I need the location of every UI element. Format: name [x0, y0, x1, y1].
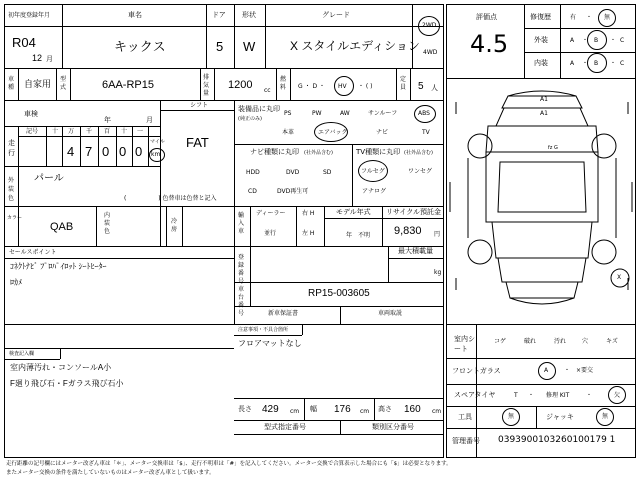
shift-label: シフト	[190, 102, 209, 109]
repair-opt: 有	[570, 14, 577, 21]
navi-sub: (社外品含む)	[304, 150, 333, 156]
score-value: 4.5	[470, 30, 509, 58]
digit-header: 十	[52, 128, 59, 135]
equip-pw: PW	[312, 110, 322, 117]
height-label: 高さ	[378, 405, 392, 413]
equipment-label: 装備品に丸印	[238, 105, 280, 113]
max-load-label: 最大積載量	[398, 247, 433, 255]
div-v	[56, 68, 57, 100]
div-v	[206, 4, 207, 68]
spare-opt: ・	[528, 392, 535, 399]
spare-opt: T	[514, 392, 518, 399]
repair-opt: 無	[604, 14, 611, 21]
row-line	[234, 306, 444, 307]
reg-year: R04	[12, 35, 36, 50]
equip-navi: ナビ	[376, 129, 389, 136]
displacement-unit: cc	[264, 87, 271, 94]
row-line	[446, 428, 636, 429]
color-code: QAB	[50, 221, 74, 233]
mileage-label: 走行	[8, 139, 15, 157]
mileage-digit: 0	[119, 144, 127, 159]
div-v	[250, 206, 251, 246]
digit-header: 一	[137, 128, 144, 135]
shift: FAT	[186, 135, 209, 150]
row-line	[234, 434, 444, 435]
equip-airbag: エアバック	[318, 129, 348, 136]
div-v	[98, 126, 99, 166]
drive: 2WD	[422, 22, 437, 29]
month-unit: 月	[46, 55, 53, 63]
km-label: km	[151, 151, 161, 158]
equip-leather: 本革	[282, 129, 295, 136]
selling-line2: ﾛｶﾒ	[10, 278, 22, 287]
row-line	[4, 246, 234, 247]
tools-label: 工具	[458, 413, 472, 421]
fuel-selected: HV	[338, 83, 347, 90]
digit-header: 記号	[26, 128, 39, 135]
type-label: 型式	[60, 76, 67, 91]
right-hand: 右 H	[302, 210, 315, 217]
row-line	[4, 206, 234, 207]
mileage-digit: 0	[135, 144, 143, 159]
int-opt: B	[594, 60, 599, 67]
chassis-number: RP15-003605	[308, 288, 370, 299]
row-line	[446, 358, 636, 359]
navi-sd: SD	[323, 169, 332, 176]
cooling-label: 冷房	[171, 218, 178, 233]
warranty-label: 新車保証書	[268, 310, 299, 317]
mark-side: X	[617, 274, 622, 281]
div-v	[160, 100, 161, 246]
div-v	[352, 144, 353, 206]
div-v	[524, 4, 525, 78]
row-line	[446, 406, 636, 407]
div-v	[166, 206, 167, 246]
shape: W	[243, 39, 256, 54]
ext-opt: B	[594, 37, 599, 44]
glass-opt: ・	[564, 367, 571, 374]
div-v	[290, 68, 291, 100]
type: 6AA-RP15	[102, 79, 154, 91]
tv-analog: アナログ	[362, 188, 387, 195]
mile-label: マイル	[150, 139, 165, 145]
div-v	[304, 398, 305, 420]
fuel-label: 燃料	[280, 76, 287, 91]
model-year-label: モデル年式	[336, 208, 371, 216]
div-v	[18, 68, 19, 100]
width-unit: cm	[360, 408, 370, 415]
div-v	[214, 68, 215, 100]
row1-header-line	[4, 26, 444, 27]
glass-opt: A	[544, 367, 549, 374]
row-line	[234, 282, 444, 283]
digit-header: 千	[86, 128, 93, 135]
shape-label: 形状	[242, 11, 256, 19]
div-v	[18, 126, 19, 166]
equip-aw: AW	[340, 110, 350, 117]
displacement: 1200	[228, 79, 253, 91]
inspector-line2: F廻り飛び石・Fガラス飛び石小	[10, 379, 124, 388]
class-label: 類別区分番号	[372, 423, 414, 431]
length-label: 長さ	[238, 405, 252, 413]
mark-a1-top: A1	[540, 96, 548, 103]
div-v	[276, 68, 277, 100]
div-v	[62, 4, 63, 68]
car-damage-diagram	[448, 82, 634, 322]
model-name-label: 車名	[128, 11, 142, 19]
tv-fullseg: フルセグ	[361, 168, 385, 175]
div-v	[250, 246, 251, 306]
mileage-digit: 0	[102, 144, 110, 159]
width-label: 幅	[310, 405, 317, 413]
jack-label: ジャッキ	[546, 413, 574, 421]
tv-oneseg: ワンセグ	[408, 168, 433, 175]
div-v	[536, 406, 537, 428]
mileage-digit: 4	[67, 144, 75, 159]
div-v	[302, 324, 303, 335]
div-v	[80, 126, 81, 166]
selling-line1: ｺﾈｸﾄﾅﾋﾞ ﾌﾟﾛﾊﾟｲﾛｯﾄ ｼｰﾄﾋｰﾀｰ	[10, 262, 107, 271]
interior-color-label: 内装色	[104, 212, 111, 235]
div-v	[132, 126, 133, 166]
div-v	[296, 206, 297, 246]
inspector-label: 検査記入欄	[9, 351, 35, 357]
spare-opt: 修理 KIT	[546, 392, 570, 399]
seat-label: 室内シート	[454, 335, 475, 353]
div-v	[62, 126, 63, 166]
row-line	[524, 28, 636, 29]
row2-bottom	[4, 100, 444, 101]
reg-month: 12	[32, 53, 43, 63]
div-v	[265, 4, 266, 68]
inspection-year-unit: 年	[104, 116, 111, 124]
navi-dvd: DVD	[286, 169, 300, 176]
score-label: 評価点	[476, 13, 497, 21]
seat-item: キズ	[606, 338, 618, 345]
mark-center: fz G	[548, 145, 558, 151]
tools-value: 無	[508, 413, 515, 420]
row-line	[4, 348, 234, 349]
use: 自家用	[24, 80, 52, 90]
footer-line2: またメーター交換の条件を満たしていないものはメーター改ざん車として扱います。	[6, 470, 215, 476]
div-v	[46, 126, 47, 166]
equip-tv: TV	[422, 129, 430, 136]
navi-header: ナビ種類に丸印	[250, 148, 299, 156]
digit-header: 百	[104, 128, 111, 135]
row-line	[234, 144, 444, 145]
row-line	[4, 258, 234, 259]
row-line	[4, 324, 444, 325]
spare-label: スペアタイヤ	[454, 391, 496, 399]
registration-label: 登録番号	[238, 254, 245, 285]
navi-cd: CD	[248, 188, 257, 195]
recycle-fee: 9,830	[394, 225, 422, 237]
seat-item: 穴	[582, 338, 589, 345]
div-v	[374, 398, 375, 420]
row-line	[388, 258, 444, 259]
length-unit: cm	[290, 408, 300, 415]
type-cert-label: 型式指定番号	[264, 423, 306, 431]
ext-opt: ・	[610, 37, 617, 44]
fuel-other: ・ ( )	[358, 83, 373, 90]
kg-unit: kg	[434, 269, 442, 276]
yen-unit: 円	[434, 231, 441, 238]
repair-opt: ・	[586, 14, 593, 21]
div-v	[560, 4, 561, 78]
div-v	[234, 100, 235, 206]
capacity: 5	[418, 81, 424, 92]
div-v	[182, 206, 183, 246]
mark-a1-second: A1	[540, 110, 548, 117]
div-v	[340, 306, 341, 324]
int-opt: ・	[610, 60, 617, 67]
import-parallel: 並行	[264, 230, 277, 237]
navi-hdd: HDD	[246, 169, 260, 176]
equip-abs: ABS	[418, 110, 430, 117]
capacity-unit: 人	[431, 84, 438, 92]
management-label: 管理番号	[452, 437, 480, 445]
footer-line1: 走行距離の記号欄にはメーター改ざん車は「＊」、メーター交換車は「$」、走行不明車は「#」を記入してください。メーター交換で合算表示した場合にも「$」は必要となります。	[6, 461, 452, 467]
inspector-line1: 室内薄汚れ・コンソールA小	[10, 363, 112, 372]
displacement-label: 排気量	[203, 74, 210, 97]
spare-opt: 欠	[614, 392, 621, 399]
row-line	[446, 78, 636, 79]
div-v	[396, 68, 397, 100]
row-line	[234, 335, 302, 336]
mileage-digit: 7	[85, 144, 93, 159]
glass-label: フロントガラス	[452, 367, 501, 375]
selling-points-label: セールスポイント	[9, 249, 57, 256]
height-unit: cm	[432, 408, 442, 415]
row-line	[4, 166, 160, 167]
use-label: 車種	[8, 76, 15, 91]
div-v	[412, 4, 413, 68]
ext-opt: C	[620, 37, 625, 44]
div-v	[96, 206, 97, 246]
reg-year-label: 初年度登録年月	[8, 12, 51, 19]
spare-opt: ・	[586, 392, 593, 399]
int-opt: C	[620, 60, 625, 67]
equip-ps: PS	[284, 110, 292, 117]
length: 429	[262, 404, 279, 415]
glass-opt: ×要交	[576, 367, 594, 374]
row-line	[446, 384, 636, 385]
row-line	[234, 206, 444, 207]
tv-header: TV種類に丸印	[356, 148, 401, 156]
grade-label: グレード	[322, 11, 350, 19]
div-v	[70, 68, 71, 100]
inspection-month-unit: 月	[146, 116, 153, 124]
div-v	[234, 4, 235, 68]
equip-sunroof: サンルーフ	[368, 110, 398, 117]
notes-value: フロアマットなし	[238, 339, 302, 348]
seat-item: 破れ	[524, 338, 537, 345]
height: 160	[404, 404, 421, 415]
int-opt: ・	[582, 60, 589, 67]
management-number: 0393900103260100179 1	[498, 435, 616, 445]
ext-opt: ・	[582, 37, 589, 44]
notes-label: 注意事項・不具合箇所	[238, 327, 289, 333]
div-v	[324, 206, 325, 246]
exterior-label: 外装	[534, 36, 548, 44]
equipment-sublabel: (純正のみ)	[238, 116, 262, 122]
color-note: ( ) 色替車は色替と記入	[124, 195, 217, 202]
doors-label: ドア	[212, 11, 226, 19]
navi-dvd-play: DVD再生可	[277, 188, 309, 195]
div-v	[388, 246, 389, 282]
seat-item: 汚れ	[554, 338, 567, 345]
row-line	[234, 420, 444, 421]
import-dealer: ディーラー	[256, 210, 286, 217]
row-line	[160, 110, 234, 111]
tv-sub: (社外品含む)	[404, 150, 433, 156]
doors: 5	[216, 39, 224, 54]
digit-header: 十	[121, 128, 128, 135]
manual-label: 車両取説	[378, 310, 403, 317]
digit-header: 万	[68, 128, 75, 135]
ext-opt: A	[570, 37, 575, 44]
repair-label: 修復歴	[530, 13, 551, 21]
div-v	[410, 68, 411, 100]
chassis-label: 車台番号	[238, 286, 245, 317]
jack-value: 無	[602, 413, 609, 420]
row-line	[324, 218, 444, 219]
left-hand: 左 H	[302, 230, 315, 237]
div-v	[116, 126, 117, 166]
width: 176	[334, 404, 351, 415]
div-v	[148, 126, 149, 166]
row-line	[18, 136, 160, 137]
div-v	[60, 348, 61, 359]
div-v	[340, 420, 341, 434]
grade: X スタイルエディション	[290, 39, 420, 53]
model-year: 年 不明	[346, 232, 371, 239]
seat-item: コゲ	[494, 338, 507, 345]
import-label: 輸入車	[238, 212, 245, 235]
color-value: パール	[34, 173, 64, 184]
row-line	[4, 126, 160, 127]
fuel-options: G ・ D ・	[298, 83, 325, 90]
inspection-label: 車検	[24, 110, 38, 118]
interior-label: 内装	[534, 59, 548, 67]
row-line	[4, 359, 60, 360]
color-label: 外装色	[8, 177, 15, 202]
recycle-fee-label: リサイクル預託金	[386, 208, 442, 216]
model-name: キックス	[114, 39, 166, 54]
div-v	[200, 68, 201, 100]
capacity-label: 定員	[400, 76, 407, 91]
row-line	[234, 398, 444, 399]
div-v	[382, 206, 383, 246]
int-opt: A	[570, 60, 575, 67]
row-line	[446, 324, 636, 325]
drive-alt: 4WD	[423, 49, 438, 56]
row-line	[524, 52, 636, 53]
color-code-label: カラー	[7, 215, 23, 221]
